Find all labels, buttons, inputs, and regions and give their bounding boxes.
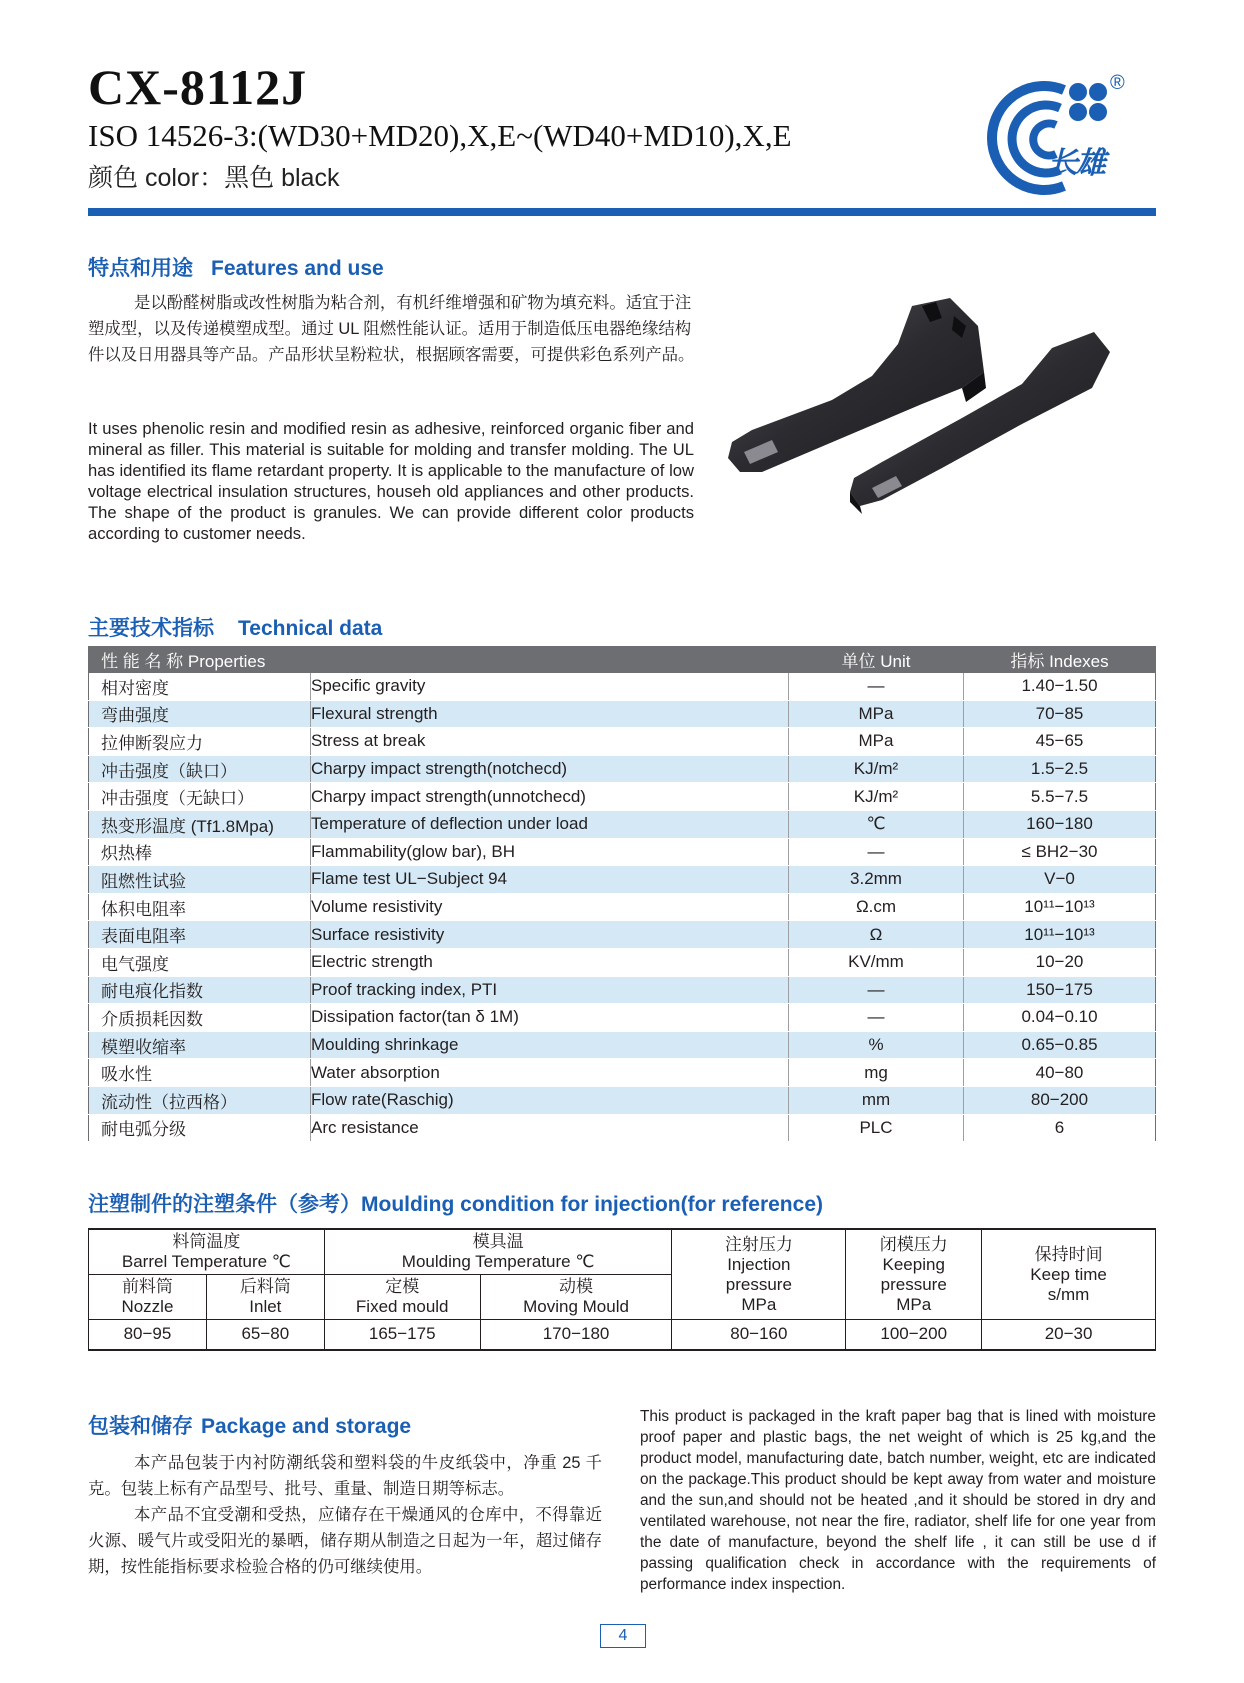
features-heading-en: Features and use (211, 257, 384, 280)
keep-time-header (982, 1229, 1156, 1320)
registered-mark: ® (1110, 72, 1125, 94)
table-row (89, 783, 1156, 811)
property-unit: KV/mm (789, 948, 964, 976)
property-unit: % (789, 1031, 964, 1059)
property-unit: PLC (789, 1114, 964, 1142)
property-index: 10¹¹−10¹³ (964, 893, 1156, 921)
table-row (89, 700, 1156, 728)
property-cn: 电气强度 (89, 948, 311, 976)
property-unit: mm (789, 1086, 964, 1114)
nozzle-cn: 前料筒 (121, 1277, 173, 1296)
property-index: 10¹¹−10¹³ (964, 921, 1156, 949)
property-cn: 吸水性 (89, 1059, 311, 1087)
property-index: 1.5−2.5 (964, 755, 1156, 783)
table-row (89, 1114, 1156, 1142)
property-en: Dissipation factor(tan δ 1M) (311, 1004, 789, 1032)
barrel-cn: 料筒温度 (172, 1232, 241, 1251)
table-row (89, 1059, 1156, 1087)
keeping-cn: 闭模压力 (879, 1234, 948, 1254)
technical-heading-cn: 主要技术指标 (88, 617, 214, 640)
property-index: 160−180 (964, 810, 1156, 838)
table-row (89, 673, 1156, 701)
logo-wordmark: 长雄 (1048, 147, 1104, 180)
property-cn: 热变形温度 (Tf1.8Mpa) (89, 810, 311, 838)
iso-standard: ISO 14526-3:(WD30+MD20),X,E~(WD40+MD10),X,E (88, 118, 792, 153)
keep-time-en: Keep time (1030, 1264, 1107, 1284)
property-unit: mg (789, 1059, 964, 1087)
property-index: 6 (964, 1114, 1156, 1142)
table-row (89, 838, 1156, 866)
property-index: 0.04−0.10 (964, 1004, 1156, 1032)
package-heading (88, 1410, 411, 1440)
table-row (89, 1004, 1156, 1032)
property-en: Flammability(glow bar), BH (311, 838, 789, 866)
property-en: Specific gravity (311, 673, 789, 701)
property-cn: 炽热棒 (89, 838, 311, 866)
nozzle-en: Nozzle (121, 1297, 174, 1316)
fixed-mould-header (324, 1275, 480, 1320)
technical-heading-en: Technical data (238, 617, 383, 640)
property-en: Flexural strength (311, 700, 789, 728)
property-index: 80−200 (964, 1086, 1156, 1114)
property-unit: 3.2mm (789, 866, 964, 894)
value-injection-pressure: 80−160 (672, 1320, 846, 1350)
keep-time-cn: 保持时间 (1034, 1244, 1103, 1264)
table-row (89, 728, 1156, 756)
technical-data-table (88, 646, 1156, 1142)
property-index: 45−65 (964, 728, 1156, 756)
keeping-pressure-header (846, 1229, 982, 1320)
inlet-header (206, 1275, 324, 1320)
fixed-en: Fixed mould (355, 1297, 449, 1316)
mould-cn: 模具温 (472, 1232, 524, 1251)
keeping-en1: Keeping (882, 1254, 945, 1274)
header-unit: 单位 Unit (789, 647, 964, 673)
color-spec: 颜色 color：黑色 black (88, 164, 340, 192)
package-heading-cn: 包装和储存 (88, 1415, 193, 1438)
property-en: Arc resistance (311, 1114, 789, 1142)
header-indexes: 指标 Indexes (964, 647, 1156, 673)
inlet-cn: 后料筒 (239, 1277, 291, 1296)
value-fixed-mould: 165−175 (324, 1320, 480, 1350)
keep-time-unit: s/mm (1047, 1284, 1090, 1304)
fixed-cn: 定模 (385, 1277, 420, 1296)
property-en: Water absorption (311, 1059, 789, 1087)
property-en: Flame test UL−Subject 94 (311, 866, 789, 894)
property-unit: Ω.cm (789, 893, 964, 921)
property-unit: — (789, 838, 964, 866)
value-moving-mould: 170−180 (480, 1320, 672, 1350)
package-text-cn-2: 本产品不宜受潮和受热，应储存在干燥通风的仓库中，不得靠近火源、暖气片或受阳光的暴晒，储存期从制造之日起为一年，超过储存期，按性能指标要求检验合格的仍可继续使用。 (88, 1506, 602, 1576)
property-en: Moulding shrinkage (311, 1031, 789, 1059)
property-en: Volume resistivity (311, 893, 789, 921)
property-index: V−0 (964, 866, 1156, 894)
package-text-cn (88, 1450, 602, 1580)
header-properties: 性 能 名 称 Properties (89, 647, 789, 673)
moulding-heading: 注塑制件的注塑条件（参考）Moulding condition for injection(for reference) (88, 1193, 823, 1216)
table-row (89, 1086, 1156, 1114)
value-keep-time: 20−30 (982, 1320, 1156, 1350)
property-index: 70−85 (964, 700, 1156, 728)
table-header-row (89, 647, 1156, 673)
features-text-en: It uses phenolic resin and modified resin as adhesive, reinforced organic fiber and mineral as filler. This material is suitable for molding and transfer molding. The UL has identified its flame retardant property. It is applicable to the manufacture of low voltage electrical insulation structures, househ old appliances and other products. The shape of the product is granules. We can provide different color products according to customer needs. (88, 419, 694, 543)
page-number: 4 (600, 1624, 646, 1648)
property-index: 150−175 (964, 976, 1156, 1004)
property-index: 0.65−0.85 (964, 1031, 1156, 1059)
property-cn: 表面电阻率 (89, 921, 311, 949)
property-index: ≤ BH2−30 (964, 838, 1156, 866)
property-unit: ℃ (789, 810, 964, 838)
injection-en2: pressure (725, 1274, 792, 1294)
property-cn: 流动性（拉西格） (89, 1086, 311, 1114)
barrel-en: Barrel Temperature ℃ (121, 1252, 291, 1271)
property-en: Stress at break (311, 728, 789, 756)
table-row (89, 755, 1156, 783)
value-inlet: 65−80 (206, 1320, 324, 1350)
property-cn: 冲击强度（缺口） (89, 755, 311, 783)
package-heading-en: Package and storage (201, 1415, 412, 1438)
property-en: Charpy impact strength(unnotchecd) (311, 783, 789, 811)
barrel-temperature-header (89, 1229, 325, 1275)
moving-cn: 动模 (559, 1277, 594, 1296)
property-en: Surface resistivity (311, 921, 789, 949)
property-cn: 耐电痕化指数 (89, 976, 311, 1004)
inlet-en: Inlet (249, 1297, 282, 1316)
features-heading (88, 252, 384, 282)
table-row (89, 810, 1156, 838)
nozzle-header (89, 1275, 207, 1320)
property-unit: — (789, 673, 964, 701)
moving-en: Moving Mould (523, 1297, 629, 1316)
keeping-en2: pressure (880, 1274, 947, 1294)
property-unit: KJ/m² (789, 755, 964, 783)
package-text-cn-1: 本产品包装于内衬防潮纸袋和塑料袋的牛皮纸袋中，净重 25 千克。包装上标有产品型号、批号、重量、制造日期等标志。 (88, 1454, 602, 1498)
property-en: Electric strength (311, 948, 789, 976)
property-cn: 拉伸断裂应力 (89, 728, 311, 756)
package-text-en: This product is packaged in the kraft paper bag that is lined with moisture proof paper and plastic bags, the net weight of which is 25 kg,and the product model, manufacturing date, batch number, weight, etc are indicated on the package.This product should be kept away from water and moisture and the sun,and should not be heated ,and it should be stored in dry and ventilated warehouse, not near the fire, radiator, shelf life for one year from the date of manufacture, beyond the shelf life , it can still be use d if passing qualification check in accordance with the requirements of performance index inspection. (640, 1408, 1156, 1593)
property-unit: KJ/m² (789, 783, 964, 811)
property-unit: — (789, 1004, 964, 1032)
injection-pressure-header (672, 1229, 846, 1320)
mould-temperature-header (324, 1229, 672, 1275)
product-code: CX-8112J (88, 59, 308, 115)
table-row (89, 976, 1156, 1004)
property-cn: 弯曲强度 (89, 700, 311, 728)
property-en: Temperature of deflection under load (311, 810, 789, 838)
moving-mould-header (480, 1275, 672, 1320)
property-en: Charpy impact strength(notchecd) (311, 755, 789, 783)
table-row (89, 948, 1156, 976)
property-index: 10−20 (964, 948, 1156, 976)
header-divider (88, 208, 1156, 216)
keeping-unit: MPa (896, 1294, 932, 1314)
property-en: Proof tracking index, PTI (311, 976, 789, 1004)
property-en: Flow rate(Raschig) (311, 1086, 789, 1114)
property-cn: 阻燃性试验 (89, 866, 311, 894)
technical-table-body (89, 673, 1156, 1142)
product-photo (722, 292, 1158, 552)
injection-cn: 注射压力 (724, 1234, 793, 1254)
injection-unit: MPa (741, 1294, 777, 1314)
property-index: 1.40−1.50 (964, 673, 1156, 701)
property-cn: 相对密度 (89, 673, 311, 701)
table-row (89, 1031, 1156, 1059)
property-unit: Ω (789, 921, 964, 949)
mould-en: Moulding Temperature ℃ (401, 1252, 595, 1271)
property-cn: 冲击强度（无缺口） (89, 783, 311, 811)
property-unit: — (789, 976, 964, 1004)
table-row (89, 866, 1156, 894)
table-row (89, 893, 1156, 921)
moulding-condition-table (88, 1228, 1156, 1351)
property-unit: MPa (789, 728, 964, 756)
property-cn: 体积电阻率 (89, 893, 311, 921)
value-keeping-pressure: 100−200 (846, 1320, 982, 1350)
technical-heading (88, 612, 382, 642)
property-cn: 模塑收缩率 (89, 1031, 311, 1059)
features-heading-cn: 特点和用途 (88, 257, 193, 280)
moulding-values-row (89, 1320, 1156, 1350)
property-index: 40−80 (964, 1059, 1156, 1087)
property-unit: MPa (789, 700, 964, 728)
property-cn: 耐电弧分级 (89, 1114, 311, 1142)
injection-en1: Injection (727, 1254, 791, 1274)
property-cn: 介质损耗因数 (89, 1004, 311, 1032)
table-row (89, 921, 1156, 949)
property-index: 5.5−7.5 (964, 783, 1156, 811)
value-nozzle: 80−95 (89, 1320, 207, 1350)
features-text-cn: 是以酚醛树脂或改性树脂为粘合剂，有机纤维增强和矿物为填充料。适宜于注塑成型，以及传递模塑成型。通过 UL 阻燃性能认证。适用于制造低压电器绝缘结构件以及日用器具等产品。产品形状呈粉粒状，根据顾客需要，可提供彩色系列产品。 (88, 294, 695, 364)
